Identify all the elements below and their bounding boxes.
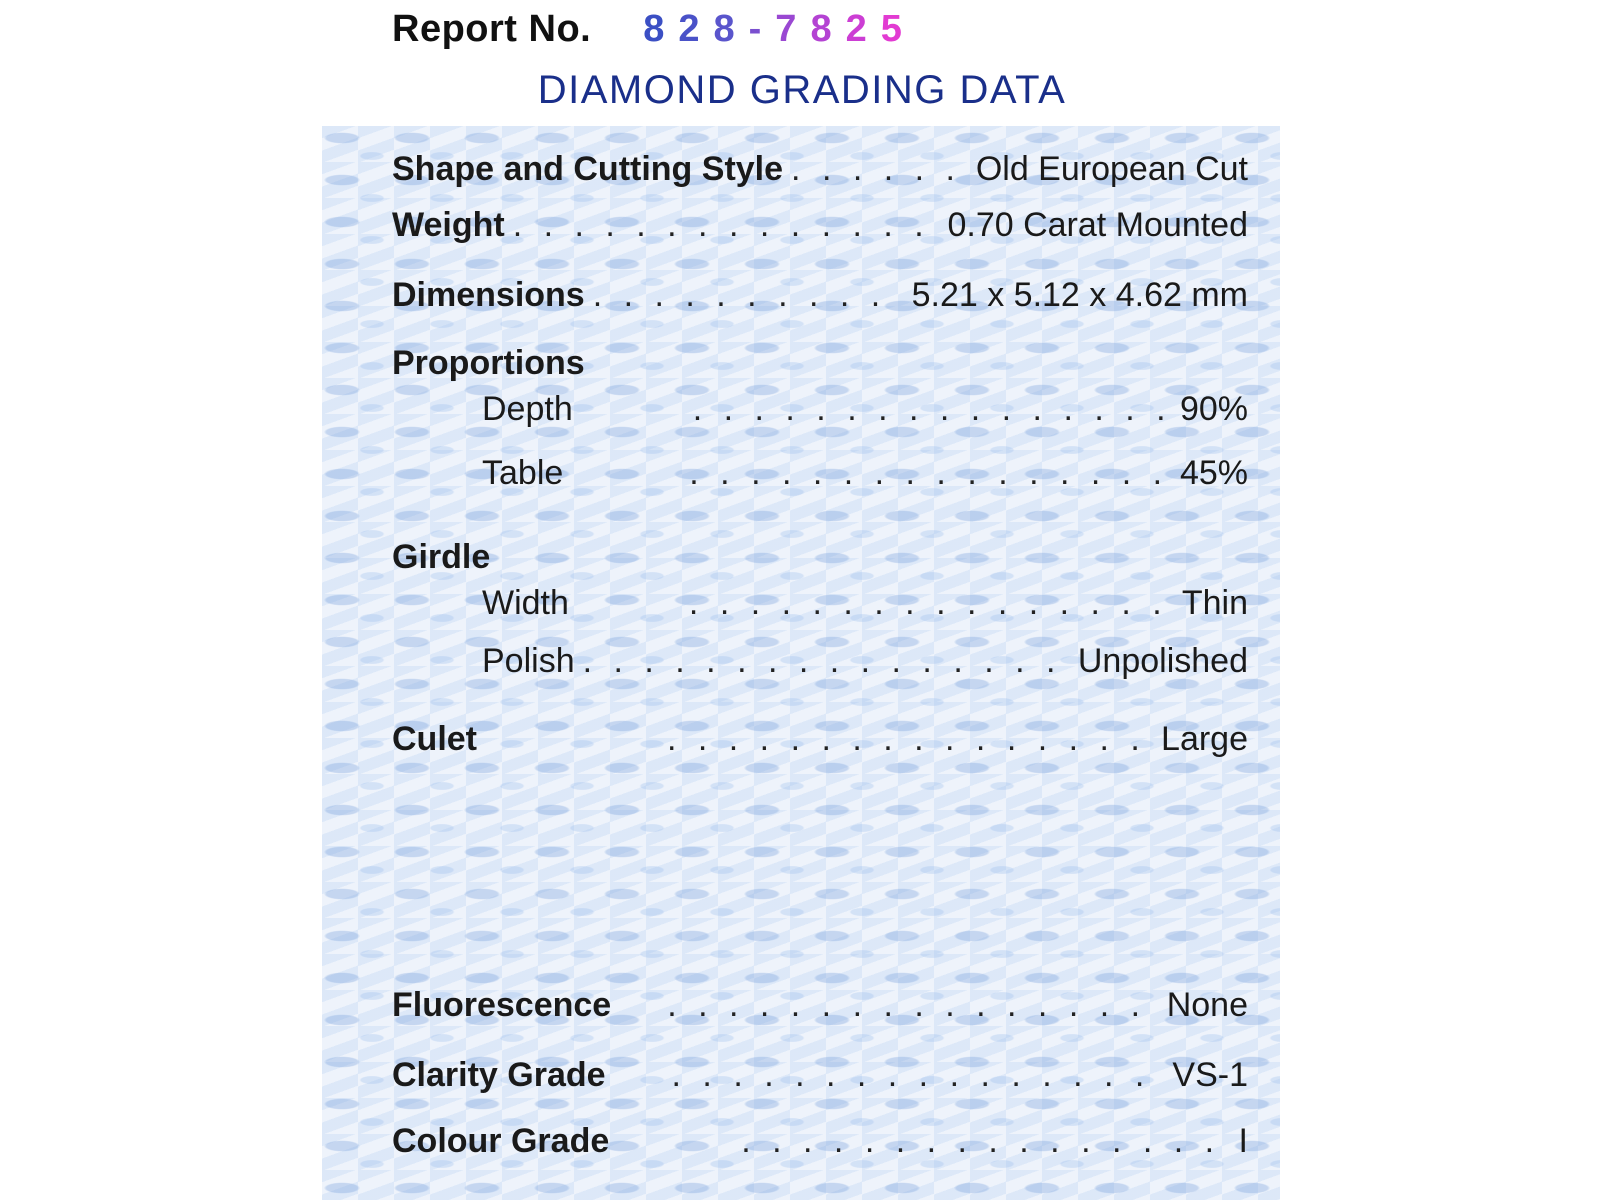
leader-dots	[741, 1122, 1230, 1161]
row-culet	[392, 720, 1248, 759]
fluorescence-label: Fluorescence	[392, 986, 612, 1024]
leader-dots	[593, 276, 904, 315]
row-clarity	[392, 1056, 1248, 1095]
colour-value: I	[1238, 1122, 1248, 1160]
leader-dots	[672, 1056, 1165, 1095]
weight-label: Weight	[392, 206, 505, 244]
colour-label: Colour Grade	[392, 1122, 610, 1160]
leader-dots	[693, 390, 1172, 429]
clarity-value: VS-1	[1172, 1056, 1248, 1094]
report-number-digit: 8	[713, 8, 749, 50]
polish-value: Unpolished	[1077, 642, 1248, 680]
leader-dots	[791, 150, 968, 189]
heading-text: DIAMOND GRADING DATA	[537, 68, 1067, 112]
weight-value: 0.70 Carat Mounted	[947, 206, 1248, 244]
page-title	[0, 68, 1600, 113]
dimensions-label: Dimensions	[392, 276, 585, 314]
width-value: Thin	[1181, 584, 1248, 622]
report-number-digit: 5	[880, 8, 916, 50]
shape-label: Shape and Cutting Style	[392, 150, 784, 188]
width-label: Width	[482, 584, 569, 622]
fluorescence-value: None	[1166, 986, 1248, 1024]
leader-dots	[667, 720, 1153, 759]
leader-dots	[513, 206, 940, 245]
shape-value: Old European Cut	[975, 150, 1248, 188]
report-number-digit: 8	[810, 8, 846, 50]
polish-label: Polish	[482, 642, 575, 680]
report-number-digit: 8	[643, 8, 679, 50]
section-proportions: Proportions	[392, 344, 585, 382]
row-shape	[392, 150, 1248, 189]
leader-dots	[689, 584, 1174, 623]
report-number-digit: 7	[775, 8, 811, 50]
report-number-digit: 2	[845, 8, 881, 50]
culet-label: Culet	[392, 720, 477, 758]
report-number-digit: 2	[678, 8, 714, 50]
report-number-value	[643, 8, 916, 51]
row-weight	[392, 206, 1248, 245]
report-number-label: Report No.	[392, 8, 592, 50]
row-depth	[392, 390, 1248, 429]
depth-label: Depth	[482, 390, 573, 428]
report-number-line	[392, 8, 916, 51]
leader-dots	[667, 986, 1159, 1025]
row-width	[392, 584, 1248, 623]
row-dimensions	[392, 276, 1248, 315]
clarity-label: Clarity Grade	[392, 1056, 606, 1094]
row-polish	[392, 642, 1248, 681]
row-colour	[392, 1122, 1248, 1161]
table-label: Table	[482, 454, 564, 492]
section-girdle: Girdle	[392, 538, 491, 576]
leader-dots	[689, 454, 1172, 493]
leader-dots	[583, 642, 1070, 681]
report-number-digit: -	[748, 8, 776, 50]
row-table	[392, 454, 1248, 493]
table-value: 45%	[1179, 454, 1248, 492]
depth-value: 90%	[1179, 390, 1248, 428]
culet-value: Large	[1161, 720, 1248, 758]
dimensions-value: 5.21 x 5.12 x 4.62 mm	[911, 276, 1248, 314]
row-fluorescence	[392, 986, 1248, 1025]
